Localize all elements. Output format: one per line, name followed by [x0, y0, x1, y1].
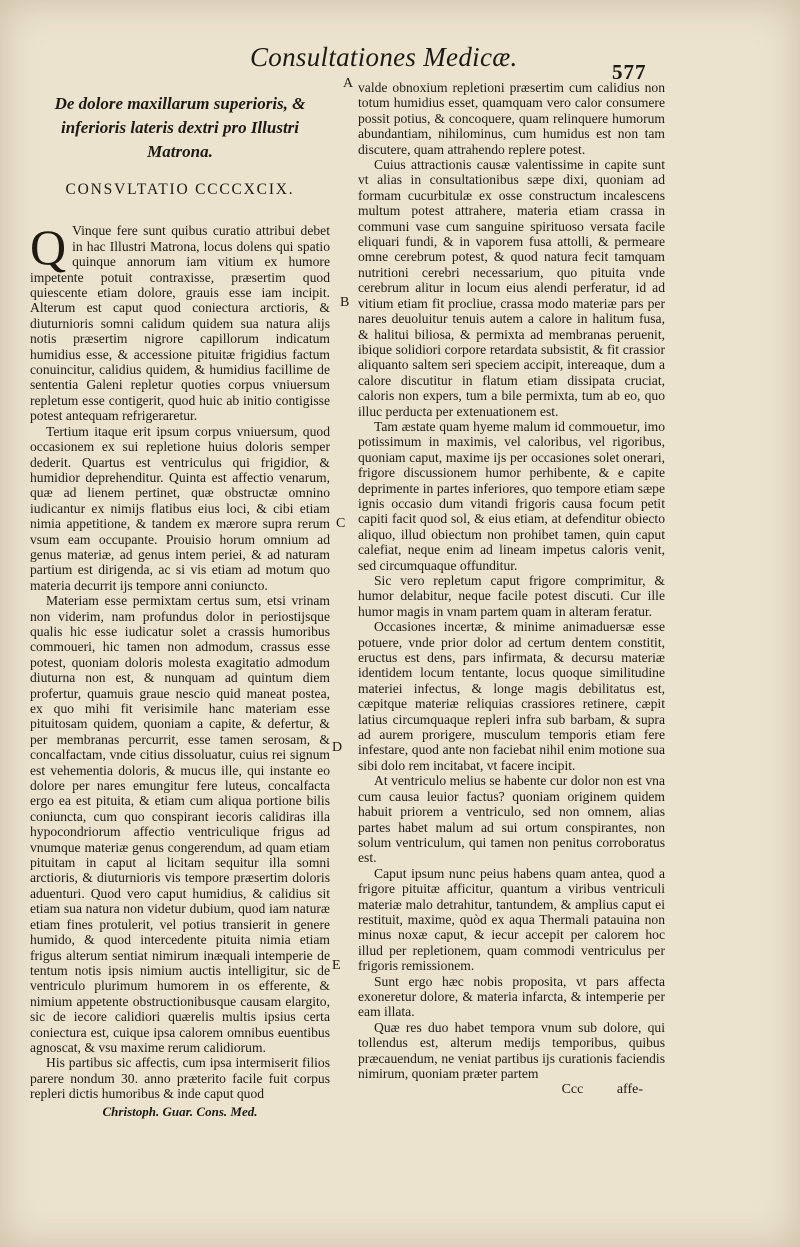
- margin-marker-e: E: [332, 958, 341, 973]
- paragraph: valde obnoxium repletioni præsertim cum calidius non totum humidius esset, quamquam vero calor consumere possit potius, & concoquere, quam relinquere humorum abundantiam, nihilominus, cum humidus est non tam discutere, quam attrahendo replere potest.: [358, 80, 665, 157]
- consultation-title: De dolore maxillarum superioris, & inferioris lateris dextri pro Illustri Matrona.: [54, 94, 306, 161]
- paragraph: Tam æstate quam hyeme malum id commouetur, imo potissimum in maximis, vel caloribus, vel rigoribus, quoniam caput, maxime ijs per occasiones solet onerari, frigore discussionem humor perhibente, & e capite deprimente in partes inferiores, quo tempore etiam sæpe ignis occasio dum vitandi frigoris causa focum petit capiti facit quod sol, & eius etiam, at defenditur obiecto aliquo, illud obiectum non prohibet tamen, quin caput calefiat, neque enim ad lineam impetus caloris venit, sed circumquaque offunditur.: [358, 418, 665, 573]
- running-head: Consultationes Medicæ.: [250, 42, 518, 72]
- consultatio-heading: CONSVLTATIO CCCCXCIX.: [65, 181, 295, 198]
- page-number: 577: [612, 60, 647, 84]
- margin-marker-c: C: [336, 516, 346, 531]
- paragraph: Quæ res duo habet tempora vnum sub dolore, qui tollendus est, alterum medijs temporibus, quibus præcauendum, ne veniat partibus ijs curationis faciendis nimirum, quoniam præter partem: [358, 1019, 665, 1081]
- paragraph: Sunt ergo hæc nobis proposita, vt pars affecta exoneretur dolore, & materia infarcta, & intemperie per eam illata.: [358, 973, 665, 1020]
- margin-marker-d: D: [332, 740, 343, 755]
- margin-marker-a: A: [343, 76, 354, 91]
- paragraph: Sic vero repletum caput frigore comprimitur, & humor delabitur, neque facile potest discuti. Cur ille humor magis in vnam partem quam in alteram feratur.: [358, 573, 665, 619]
- paragraph: Caput ipsum nunc peius habens quam antea, quod a frigore pituitæ afficitur, quantum a viribus ventriculi materiæ malo detrahitur, tantundem, & amplius caput ei restituit, maxime, quòd ex aqua Thermali patauina non minus noxæ caput, & iecur accepit per calorem hoc illud per repletionem, quam commodi ventriculus per frigoris remissionem.: [358, 865, 665, 974]
- right-column: [358, 80, 665, 1098]
- drop-cap: Q: [30, 219, 67, 276]
- paragraph: His partibus sic affectis, cum ipsa intermiserit filios parere nondum 30. anno præterito facile fuit corpus repleri dictis humoribus & inde caput quod: [30, 1055, 330, 1102]
- paragraph-text: Vinque fere sunt quibus curatio attribui debet in hac Illustri Matrona, locus dolens qui spatio quinque annorum iam vitium ex humore impetente potuit contraxisse, præsertim quod quiescente etiam dolore, grauis esse iam incipit. Alterum est caput quod coniectura arctioris, & diuturnioris somni calidum quidem sua natura alijs notis præsertim nigrore capillorum indicatum humidius esse, & accessione pituitæ frigidius factum conuincitur, calidius quidem, & humidius facillime de sententia Galeni repletur quoties corpus vniuersum repletum esse contigerit, quod huic ab initio contigisse potest antequam refrigeraretur.: [30, 223, 330, 424]
- paragraph: Occasiones incertæ, & minime animaduersæ esse potuere, vnde prior dolor ad certum dentem constitit, eructus est dens, pars infirmata, & decursu materiæ identidem locum tentante, locus quoque similitudine materiei infectus, & longe magis debilitatus est, cæpitque materiæ reliquias crassiores retinere, cæpit latius circumquaque repleri infra sub barbam, & supra ad aurem prorigere, musculum temporis etiam fere infestare, quod ante non faciebat nihil enim motione sua sibi dolo rem incitabat, vt facere incipit.: [358, 619, 665, 773]
- paragraph: Cuius attractionis causæ valentissime in capite sunt vt alias in consultationibus sæpe dixi, quoniam ad formam cucurbitulæ ex osse constructum incalescens multum potest attrahere, materia etiam crassa in communi vase cum sanguine spirituoso versata facile eliquari fundi, & in vaporem fusa attolli, & permeare omne cerebrum potest, & quod natura fecit tamquam nutritioni cerebri necessarium, quo pituita vnde cerebrum alitur in locum eius alendi perferatur, id ad vitium etiam fit procliue, crassa modo materiæ pars per nares deuoluitur tenuis autem a calore in halitum fusa, & halitui biliosa, & permixta ad membranas peruenit, ibique solidiori corpore retardata subsistit, & fit crassior aliquanto saltem seri speciem accipit, intereaque, dum a calore discutitur in flatum etiam dissipata cruciat, caloris non expers, tum a bile permixta, tum ab eo, quo illuc perducta per extenuationem est.: [358, 157, 665, 419]
- paragraph: At ventriculo melius se habente cur dolor non est vna cum causa leuior factus? quoniam originem quidem habuit priorem a ventriculo, sed non omnem, alias partes habet malum ad sui ortum conspirantes, non solum ventriculum, qui tamen non penitus corroboratus est.: [358, 773, 665, 866]
- catchline: Ccc affe-: [561, 1082, 643, 1098]
- paragraph: Tertium itaque erit ipsum corpus vniuersum, quod occasionem ex sui repletione huius doloris semper dederit. Quartus est ventriculus qui frigidior, & humidior deprehenditur. Quinta est affectio venarum, quæ ad lienem pertinet, quæ obstructæ omnino iudicantur ex nimijs flatibus eius loci, & cibi etiam nimia appetitione, & tandem ex mærore supra rerum vsum eam occupante. Prouisio horum omnium ad genus materiæ, ad genus intem periei, & ad naturam partium est dirigenda, ac si vis etiam ad motum quo materia decurrit ijs tempore anni coniuncto.: [30, 423, 330, 593]
- paragraph: Materiam esse permixtam certus sum, etsi vrinam non viderim, nam profundus dolor in periostijsque qualis hic esse iudicatur solet a crassis humoribus commoueri, hic tamen non admodum, crassus esse potest, quoniam doloris molesta exagitatio admodum diuturna non est, & nunquam ad quintum diem profertur, quamuis graue nescio quid maneat postea, ex quo mihi fit verisimile hanc materiam esse pituitosam quidem, quoniam a capite, & defertur, & per membranas percurrit, esse tamen serosam, & concalfactam, vnde citius dissoluatur, cuius rei signum est vehementia doloris, & mucus ille, qui instante eo dolore per nares emungitur fere luteus, concalfacta ergo ea est pituita, & etiam cum aliqua portione bilis coniuncta, cum quo conspirant iecoris calidiras illa hypocondriorum affectio ventriculique frigus ad vnumque materiæ genus congerendum, ad quam etiam pituitam in caput al licitam sequitur illa somni arctioris, & diuturnioris vis tempore præsertim doloris aduenturi. Quod vero caput humidius, & calidius sit etiam sua natura non videtur dubium, quod iam naturæ etiam fines protulerit, vel potius transierit in genere humido, & quod intercedente pituita nimia etiam frigus alterum sentiat nimirum inæquali intemperie de tentum notis ipsis nimium auctis intelligitur, sic de ventriculo plurimum humorem in os efferente, & nimium appetente obstructionibusque causam elargito, sic de iecore calidiori quærelis multis ipsius certa coniectura est, cuique ipsa calorem omnibus euentibus agnoscat, & vsu maxime rerum calidiorum.: [30, 593, 330, 1055]
- signature: Christoph. Guar. Cons. Med.: [102, 1103, 258, 1119]
- margin-marker-b: B: [340, 295, 350, 310]
- left-column: [30, 92, 330, 1119]
- paragraph-opening: [30, 219, 330, 424]
